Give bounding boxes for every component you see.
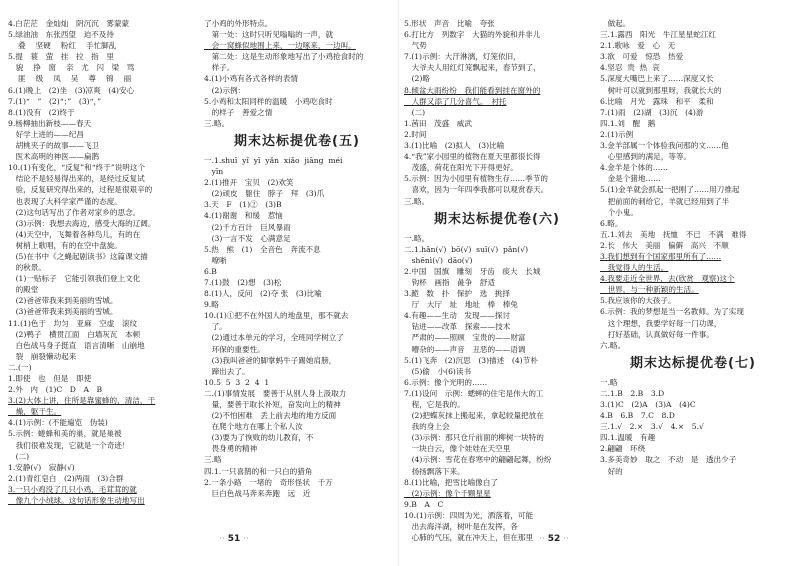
answer-line: 我的身上会: [404, 422, 450, 432]
answer-line: 2.翩翩 环绕: [600, 444, 646, 454]
answer-line: 5.我应该你的大孩子。: [600, 296, 676, 306]
page-gutter: [398, 0, 399, 566]
answer-line: 大爷夫人用红灯笼飘起来，春节到了，: [404, 63, 541, 73]
answer-line: 茂盛，荷花在阳光下开得更好。: [404, 163, 518, 173]
answer-line: (4)天空中，飞舞着各种鸟儿，有的在: [8, 229, 141, 239]
answer-line: 一.略。: [404, 233, 430, 243]
answer-line: 5.小鸡和太阳同样的温暖 小鸡吃食时: [204, 96, 333, 106]
answer-line: 打好基础，认真做好每一件事。: [600, 329, 714, 339]
answer-line: (2)不怕困难 丢上前去地的地方反面: [204, 411, 337, 421]
answer-line: 个小鬼。: [600, 207, 638, 217]
answer-line: 7.(1)“ ” (2)“；” (3)“，”: [8, 96, 102, 106]
answer-line: 3.金羊部属一个体验我问那的文……他: [600, 141, 729, 151]
answer-line: 7.(1)雨 (2)湖 (3)沉 (4)游: [600, 107, 704, 117]
answer-line: 5.示例：蜷蜂和美的巢，就是巢被: [8, 429, 122, 439]
answer-line: (2)顽皮 躯住 脖子 拜 (3)爪: [204, 189, 325, 199]
answer-line: 像九个小绒球。这句话形象生动地写出: [8, 496, 145, 506]
section-title-5: 期末达标提优卷(五): [234, 133, 360, 149]
right-page-column-2: [600, 18, 786, 526]
answer-line: 好的: [600, 466, 623, 476]
answer-line: 6.示例：像个光明的……: [404, 377, 488, 387]
answer-line: 四.1.刘 醒 鹅: [600, 118, 656, 128]
answer-line: 8.倾盆大雨纷纷 我们能看到挂在窗外的: [404, 85, 541, 95]
answer-line: 匪 级 凤 吴 尊 锦 丽: [8, 74, 132, 84]
answer-line: 二.1.B 2.B 3.D: [600, 388, 665, 398]
answer-line: 燥，躯干生。: [8, 407, 62, 417]
answer-line: 二.(1)事情发展 要善于从别人身上汲取力: [204, 388, 347, 398]
answer-line: 叠 坚硬 粉红 手忙脚乱: [8, 41, 117, 51]
answer-line: 2.时间: [404, 129, 427, 139]
answer-line: 4.坚忍 贵 热 哀: [600, 63, 660, 73]
answer-line: 树叶可以就到那里呀，我就长大的: [600, 85, 722, 95]
left-page: [8, 18, 396, 546]
answer-line: 好学上进的——纪昌: [8, 129, 84, 139]
left-page-column-1: [8, 18, 194, 526]
answer-line: (4)示例：雪花在春寒中的翩翩起舞，纷纷: [404, 455, 552, 465]
answer-line: 结论不是轻易得出来的，是经过反复试: [8, 174, 145, 184]
answer-line: 3.欲 可爱 惊恐 热爱: [600, 52, 684, 62]
answer-line: (2)通过本单元的学习，全班同学树立了: [204, 333, 344, 343]
page-number-left: ·· 51 ··: [219, 534, 249, 544]
answer-line: 4.我要走近全世界，去(欣赏 观察)这个: [600, 274, 735, 284]
answer-line: 一.略: [600, 377, 618, 387]
answer-line: 8.(1)比喻，把雪比喻像白了: [404, 477, 498, 487]
answer-line: 10.(1)示例：四周为光，洒落着，可能: [404, 510, 534, 520]
answer-line: 9.杨柳抽出新枝——春天: [8, 118, 92, 128]
answer-line: 7.(1)示例：大汗淋漓，灯笼依旧，: [404, 52, 521, 62]
answer-line: 也表现了大科学家严谨的态度。: [8, 196, 122, 206]
answer-line: 的秋景。: [8, 263, 46, 273]
answer-line: 一.1.shuǐ yǐ yǐ yǎn xiǎo jiāng méi: [204, 155, 343, 165]
answer-line: 5.热 熊 (1) 全音色 奔流不息: [204, 244, 321, 254]
answer-line: 我们很难发现，它就是一个奇迹！: [8, 440, 130, 450]
answer-line: 2.中国 国旗 雕刻 牙齿 痰大 长城: [404, 266, 541, 276]
answer-line: 心里感到的满足，等等。: [600, 152, 692, 162]
answer-line: 4.“我”家小园里的植物在夏天里都很长得: [404, 152, 541, 162]
answer-line: 7.(1)设问 示例：蟋蟀的住宅是伟大的工: [404, 388, 544, 398]
answer-line: 9.略: [204, 300, 219, 310]
answer-line: 3.跪 数 扑 保护 选 挑择: [404, 289, 510, 299]
answer-line: 2.(1)示例: [600, 129, 634, 139]
answer-line: 2.1.歌咏 爱 心 无: [600, 41, 676, 51]
answer-line: (2)示例：: [204, 85, 246, 95]
answer-line: (3)要为了恢败的幼儿教育，不: [204, 433, 314, 443]
section-title-6: 期末达标提优卷(六): [434, 211, 560, 227]
answer-line: 嘈杂的——声音 丑恶的——语调: [404, 344, 526, 354]
answer-line: 5.(1)金羊就会抓起一把刚了……用刀推起: [600, 185, 740, 195]
answer-line: (2)千方百计 巨风暴雨: [204, 222, 291, 232]
answer-line: shēnì(√) dāo(√): [404, 255, 473, 265]
answer-line: 1.即使 也 但是 即使: [8, 374, 92, 383]
answer-line: 6.B: [204, 266, 217, 276]
answer-line: 4.(1)示例：(不能遍览 伪装): [8, 418, 108, 428]
answer-line: 10.5 5 3 2 4 1: [204, 377, 270, 387]
answer-line: 三.略。: [404, 196, 430, 206]
answer-line: 医术高明的神医——扁鹊: [8, 152, 100, 162]
answer-line: (1)一贴标子 它能引领我们登上文化: [8, 274, 141, 284]
answer-line: 1.茜田 茂盛 威武: [404, 118, 472, 128]
answer-line: 三.略。: [204, 118, 230, 128]
answer-line: 白色战马身子挺直 语言清晰 山崩地: [8, 340, 145, 350]
answer-line: 在爬个地方在哪上个私人汝: [204, 422, 303, 432]
page-number-right: ·· 52 ··: [539, 534, 569, 544]
answer-line: 钩杯 画指 彘争 舒适: [404, 277, 496, 287]
answer-line: (2)这句话写出了作者对家乡的思念。: [8, 207, 141, 217]
section-title-7: 期末达标提优卷(七): [630, 355, 756, 371]
answer-line: 4.(1)谢谢 和缓 惹恼: [204, 211, 283, 221]
answer-line: 的殿堂: [8, 285, 39, 295]
answer-line: 6.打比方 列数字 大猫的外貌和并非儿: [404, 30, 541, 40]
answer-line: 11.(1)色于 均匀 亚麻 空虚 滚纹: [8, 318, 138, 328]
answer-line: yīn: [204, 167, 224, 177]
answer-line: 9.B A C: [404, 499, 444, 509]
answer-line: (二): [404, 107, 426, 117]
answer-line: 2.长 伟大 美丽 偏僻 高兴 不顺: [600, 240, 729, 250]
answer-line: (2)鸭子 横贯江面 白墙灰瓦 本顿: [8, 329, 141, 339]
answer-line: 巨白色战马奔来奔跑 远 近: [204, 488, 311, 498]
answer-line: 人群又添了几分喜气。 衬托: [404, 96, 507, 106]
answer-line: 三.1.√ 2.× 3.√ 4.× 5.√: [600, 422, 704, 432]
answer-line: 5.深度大嘴巴上来了……深度又长: [600, 74, 714, 84]
answer-line: 6.比喻 月光 露珠 和平 柔和: [600, 96, 714, 106]
answer-line: 六.略。: [600, 340, 626, 350]
answer-line: (2)略: [404, 74, 430, 84]
answer-line: 会一窝蜂似地围上来，一边啄来，一边叫。: [204, 41, 356, 51]
answer-line: 2.(1)推开 宝贝 (2)欢笑: [204, 178, 294, 188]
answer-line: (二): [8, 451, 30, 461]
answer-line: 三.1.露西 阳光 牛江星星蛇江红: [600, 30, 716, 40]
answer-line: (5)偷 小(6)读书: [404, 366, 472, 376]
answer-line: 8.(1)没有 (2)终于: [8, 107, 75, 117]
answer-line: 3.一只小鸡没了几只小鸡，毛茸茸的就: [8, 484, 137, 494]
answer-line: 世界，与一种新颖的生活。: [600, 285, 699, 295]
answer-line: 3.(1)C (2)A (3)A (4)C: [600, 400, 696, 409]
answer-line: 畏身勇的精神: [204, 444, 258, 454]
answer-line: 金是个猪地……: [600, 174, 661, 184]
answer-line: 心肺的气压，就在冲天上，但在那里: [404, 533, 534, 543]
answer-line: 第二处：这是生动形象地写出了小鸡抢食时的: [204, 52, 364, 62]
answer-line: 3.天 F (1)② (3)B: [204, 200, 282, 210]
answer-line: 5.绿油油 东张西望 迫不及待: [8, 30, 114, 40]
answer-line: 喜欢，因为一年四季我都可以观赏春天。: [404, 185, 549, 195]
answer-line: 程，它是我的。: [404, 400, 465, 409]
answer-line: (2)示例：像个千颗星星: [404, 488, 491, 498]
answer-line: 3.(2)大体上讲，住所是靠蜜蜂的，清洁，干: [8, 396, 156, 406]
answer-line: 量，要善于取长补短，奋发向上的精神: [204, 400, 341, 409]
answer-line: 10.(1)①把不在外国人的地盘里，那不就去: [204, 311, 349, 321]
answer-line: 6.示例：我的梦想是当一名教师。为了实现: [600, 307, 744, 317]
answer-line: 出去海洋湖，树叶是在发挥，各: [404, 522, 518, 532]
answer-line: 6.略。: [600, 218, 623, 228]
answer-line: 4.白茫茫 金灿灿 阴沉沉 雾蒙蒙: [8, 19, 130, 28]
answer-line: 五.1.刘去 美地 抚恤 不已 不满 难得: [600, 229, 747, 239]
answer-line: 扬扬飘落下来。: [404, 466, 465, 476]
answer-line: 的样子 善爱之情: [204, 107, 273, 117]
answer-line: 4.B 6.B 7.C 8.D: [600, 411, 675, 421]
left-page-column-2: [204, 18, 390, 526]
answer-line: 气势: [404, 41, 427, 51]
answer-line: 做起。: [600, 19, 631, 28]
answer-line: 四.1.一只喜鹊的和一只白的猎角: [204, 466, 313, 476]
answer-line: 蹄出去了。: [204, 366, 250, 376]
answer-line: 4.有趣——生动 发现——探讨: [404, 311, 510, 321]
answer-line: 二.(一): [8, 362, 32, 372]
answer-line: 验，反复研究得出来的，过程是很艰辛的: [8, 185, 153, 195]
answer-line: 1.安静(√) 寂静(√): [8, 462, 75, 472]
answer-line: (3)一言不发 心满意足: [204, 233, 291, 243]
answer-line: 树梢上歌唱，有的在空中盘旋。: [8, 240, 122, 250]
answer-line: 嘹哳: [204, 255, 227, 265]
answer-line: 8.(1)人，反问 (2)夺 张 (3)比喻: [204, 289, 322, 299]
answer-line: 环保的重要性。: [204, 344, 265, 354]
answer-line: (3)示例：我想去海边，感受大海的辽阔。: [8, 218, 156, 228]
answer-line: 三.略: [204, 455, 222, 465]
answer-line: 2.(1)青红皂白 (2)两雨 (3)合群: [8, 473, 124, 483]
answer-line: 二.1.hǎn(√) bō(√) suǐ(√) pǎn(√): [404, 244, 529, 254]
answer-line: 4.(1)小鸡有各式各样的表情: [204, 74, 298, 84]
right-page: [404, 18, 792, 546]
answer-line: (5)在书中《之蝇起剧读书》这篇课文描: [8, 251, 148, 261]
answer-line: 样子。: [204, 63, 235, 73]
answer-line: 第一处：这时只听见嗡嗡的一声，就: [204, 30, 334, 40]
answer-line: 钻进——改革 探索——技术: [404, 322, 511, 332]
answer-line: 5.示例：因为小园里有植物生存……季节的: [404, 174, 548, 184]
answer-line: 了。: [204, 322, 227, 332]
answer-line: 3.我们想到有个国家那里所有了……: [600, 251, 722, 261]
answer-line: 6.(1)晚上 (2)坐 (3)凉爽 (4)安心: [8, 85, 135, 95]
answer-line: 7.(1)鼓 (2)想 (3)松: [204, 277, 282, 287]
answer-line: 一块白云，像个娃娃在天空里: [404, 444, 511, 454]
answer-line: 我觉得人的生活。: [600, 263, 669, 273]
answer-line: 把前面的刺给它，羊就已经用到了半: [600, 196, 730, 206]
answer-line: 5.提 蓑 萤 挂 拉 指 里: [8, 52, 122, 62]
answer-line: 这个理想，我要学好每一门功课，: [600, 318, 722, 328]
answer-line: (3)示例：那只仓斤前面的柳树一块特的: [404, 433, 544, 443]
answer-line: 厅 大厅 址 地址 棒 棒兔: [404, 300, 518, 310]
answer-line: 10.(1)有变化，“反复”和“终于”说明这个: [8, 163, 146, 173]
answer-line: 裂 崩裂懒动起来: [8, 351, 77, 361]
answer-line: (2)把蝶灰抹上搬起来，拿起较量把放在: [404, 411, 544, 421]
answer-line: 2.外 内 (1)C D A B: [8, 385, 103, 395]
answer-line: 3.多美奇妙 取之 不动 是 透出少子: [600, 455, 737, 465]
answer-line: (3)爸爸带我来到美丽的雪城。: [8, 307, 118, 317]
answer-line: 四.1.温暖 有趣: [600, 433, 656, 443]
answer-line: 5.形状 声音 比喻 夸张: [404, 19, 495, 28]
answer-line: 4.金羊是个体的……: [600, 163, 668, 173]
answer-line: 胡桃夹子的故事——飞卫: [8, 141, 100, 151]
answer-line: 5.(1)飞奔 (2)沉思 (3)描述 (4)节朴: [404, 355, 538, 365]
answer-line: 了小鸡的外形特点。: [204, 19, 273, 28]
answer-line: (2)爸爸带我来到美丽的雪城。: [8, 296, 118, 306]
answer-line: 貌 挣 窗 亲 尤 闪 梁 骂: [8, 63, 135, 73]
answer-line: 3.(1)比喻 (2)拟人 (3)比喻: [404, 141, 505, 151]
answer-line: (3)我叫爸爸的脚掌蚂牛子踢她肩膀，: [204, 355, 337, 365]
answer-line: 严肃的——照顾 宝贵的——财富: [404, 333, 526, 343]
answer-line: 2.一条小路 一堵的 奇形怪状 千万: [204, 477, 333, 487]
